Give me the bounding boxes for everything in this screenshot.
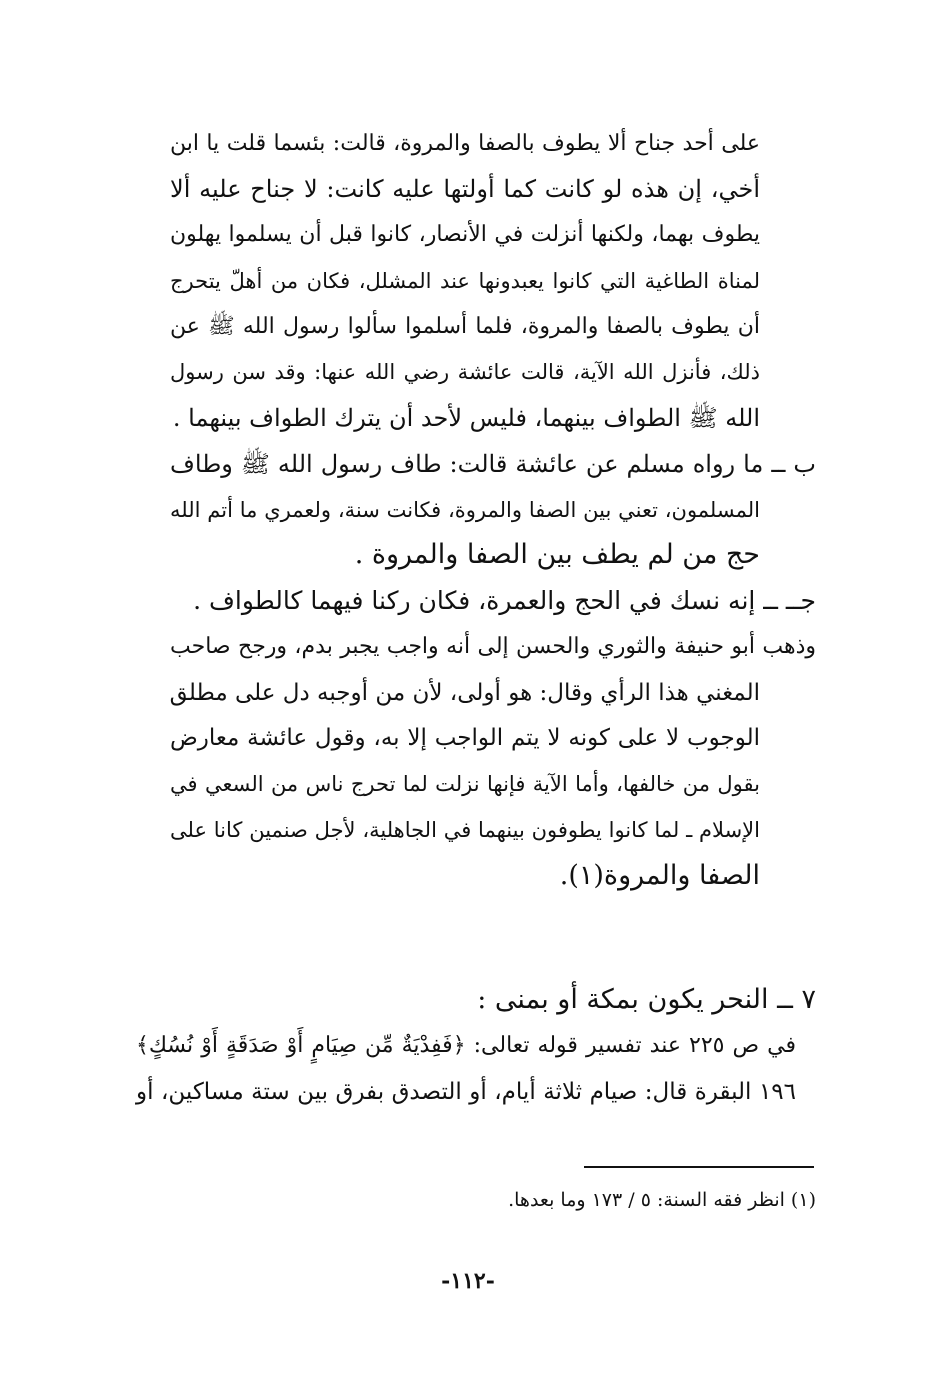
body-line: المسلمون، تعني بين الصفا والمروة، فكانت سنة، ولعمري ما أتم الله: [170, 498, 760, 522]
body-line: يطوف بهما، ولكنها أنزلت في الأنصار، كانوا قبل أن يسلموا يهلون: [170, 222, 760, 247]
body-line: الإسلام ـ لما كانوا يطوفون بينهما في الجاهلية، لأجل صنمين كانا على: [170, 818, 760, 842]
body-line: بقول من خالفها، وأما الآية فإنها نزلت لما تحرج ناس من السعي في: [170, 772, 760, 796]
section-line: ١٩٦ البقرة قال: صيام ثلاثة أيام، أو التصدق بفرق بين ستة مساكين، أو: [136, 1079, 796, 1105]
body-line: الله ﷺ الطواف بينهما، فليس لأحد أن يترك الطواف بينهما .: [172, 404, 760, 432]
body-line: الوجوب لا على كونه لا يتم الواجب إلا به، وقول عائشة معارض: [170, 725, 760, 751]
body-line: أن يطوف بالصفا والمروة، فلما أسلموا سألوا رسول الله ﷺ عن: [170, 314, 761, 339]
body-line: لمناة الطاغية التي كانوا يعبدونها عند المشلل، فكان من أهلّ يتحرج: [170, 269, 760, 293]
section-line: في ص ٢٢٥ عند تفسير قوله تعالى: ﴿فَفِدْيَةٌ مِّن صِيَامٍ أَوْ صَدَقَةٍ أَوْ نُسُكٍ﴾: [136, 1033, 796, 1058]
body-line: المغني هذا الرأي وقال: هو أولى، لأن من أوجبه دل على مطلق: [169, 680, 760, 706]
footnote-divider: [584, 1166, 814, 1168]
body-line: الصفا والمروة(١).: [559, 860, 760, 891]
section-line: ٧ ــ النحر يكون بمكة أو بمنى :: [477, 984, 816, 1015]
body-line: ب ــ ما رواه مسلم عن عائشة قالت: طاف رسول الله ﷺ وطاف: [170, 450, 816, 478]
page-number: -١١٢-: [441, 1268, 495, 1294]
body-line: أخي، إن هذه لو كانت كما أولتها عليه كانت: لا جناح عليه ألا: [170, 175, 760, 203]
footnote: (١) انظر فقه السنة: ٥ / ١٧٣ وما بعدها.: [508, 1189, 816, 1211]
body-line: حج من لم يطف بين الصفا والمروة .: [354, 539, 760, 570]
body-line: على أحد جناح ألا يطوف بالصفا والمروة، قالت: بئسما قلت يا ابن: [170, 131, 760, 156]
body-line: وذهب أبو حنيفة والثوري والحسن إلى أنه واجب يجبر بدم، ورجح صاحب: [170, 634, 816, 659]
body-line: جــ ــ إنه نسك في الحج والعمرة، فكان ركنا فيهما كالطواف .: [193, 586, 816, 615]
body-line: ذلك، فأنزل الله الآية، قالت عائشة رضي الله عنها: وقد سن رسول: [170, 360, 760, 384]
